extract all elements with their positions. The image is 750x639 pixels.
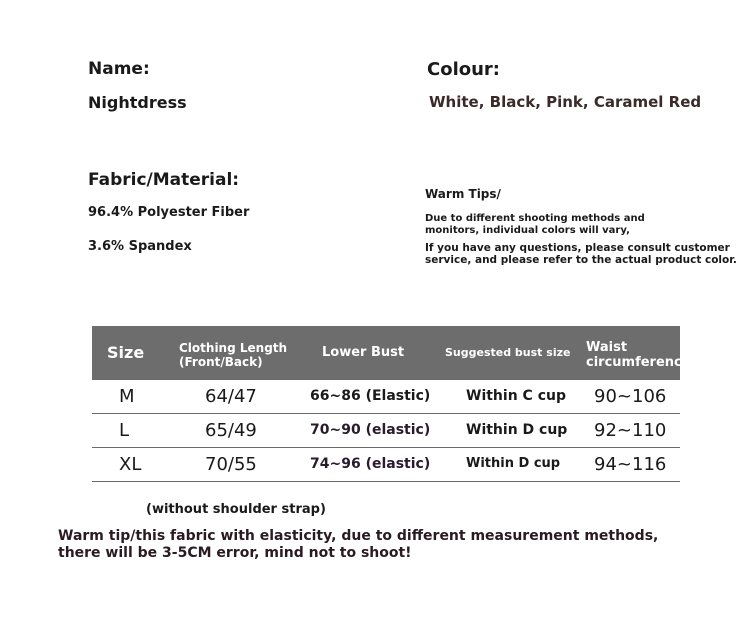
header-clothing-length-line-1: Clothing Length (179, 341, 288, 355)
name-value: Nightdress (88, 93, 187, 112)
header-lower-bust: Lower Bust (322, 345, 405, 360)
cell-lower-bust: 66~86 (Elastic) (310, 388, 431, 404)
cell-length: 64/47 (205, 386, 257, 407)
colour-label: Colour: (427, 59, 501, 80)
warm-tips-title: Warm Tips/ (425, 187, 501, 201)
header-suggested-bust-size: Suggested bust size (445, 346, 571, 359)
warm-tips-line-3: If you have any questions, please consult customer (425, 242, 730, 254)
cell-length: 65/49 (205, 420, 257, 441)
table-row (92, 414, 680, 448)
cell-lower-bust: 74~96 (elastic) (310, 456, 431, 472)
header-size: Size (107, 343, 145, 362)
header-waist-line-2: circumference (586, 355, 691, 370)
cell-cup: Within C cup (466, 388, 566, 404)
cell-cup: Within D cup (466, 456, 561, 471)
header-clothing-length-line-2: (Front/Back) (179, 355, 263, 369)
cell-waist: 90~106 (594, 386, 667, 407)
table-row (92, 448, 680, 482)
header-clothing-length (179, 341, 287, 369)
footer-warm-tip-line-1: Warm tip/this fabric with elasticity, due to different measurement methods, (58, 528, 659, 544)
shoulder-strap-note: (without shoulder strap) (146, 502, 326, 517)
fabric-label: Fabric/Material: (88, 170, 240, 190)
fabric-line-2: 3.6% Spandex (88, 239, 192, 254)
warm-tips-line-1: Due to different shooting methods and (425, 213, 645, 224)
footer-warm-tip-line-2: there will be 3-5CM error, mind not to shoot! (58, 545, 412, 561)
cell-length: 70/55 (205, 454, 257, 475)
table-header (92, 326, 691, 380)
cell-size: M (119, 386, 135, 407)
cell-cup: Within D cup (466, 422, 568, 438)
cell-size: XL (119, 454, 142, 475)
table-row (92, 380, 680, 414)
header-waist-circumference (586, 340, 691, 370)
size-table (92, 326, 691, 482)
header-waist-line-1: Waist (586, 340, 628, 355)
cell-size: L (119, 420, 130, 441)
colour-value: White, Black, Pink, Caramel Red (429, 93, 702, 111)
fabric-line-1: 96.4% Polyester Fiber (88, 205, 250, 220)
warm-tips-line-2: monitors, individual colors will vary, (425, 225, 630, 236)
name-label: Name: (88, 59, 150, 79)
cell-lower-bust: 70~90 (elastic) (310, 422, 431, 438)
warm-tips-line-4: service, and please refer to the actual product color. (425, 254, 737, 266)
cell-waist: 92~110 (594, 420, 667, 441)
cell-waist: 94~116 (594, 454, 667, 475)
